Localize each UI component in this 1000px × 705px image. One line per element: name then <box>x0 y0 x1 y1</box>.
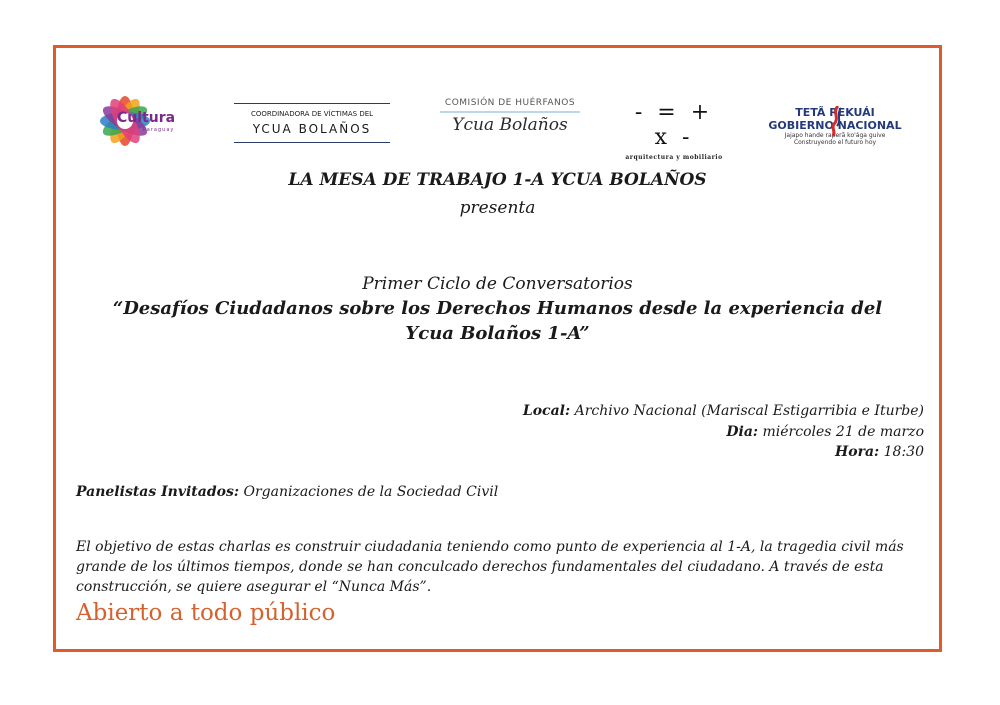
gobierno-line4: Construyendo el futuro hoy <box>793 139 877 146</box>
arquitectura-sub: arquitectura y mobiliario <box>625 154 723 161</box>
coord-main-text: YCUA BOLAÑOS <box>252 122 372 136</box>
open-to-public: Abierto a todo público <box>76 600 336 626</box>
gobierno-logo <box>764 106 906 154</box>
gobierno-line3: Jajapo hande raperã ko'ága guive <box>784 132 886 139</box>
coord-top-line <box>234 103 390 104</box>
cultura-logo <box>95 90 187 152</box>
comision-logo <box>440 98 580 148</box>
panelists <box>76 484 498 500</box>
cycle-title: Primer Ciclo de Conversatorios <box>362 274 633 294</box>
flag-ribbon-icon <box>830 106 842 136</box>
cultura-sub: Paraguay <box>143 127 175 133</box>
comision-top-text: COMISIÓN DE HUÉRFANOS <box>444 98 576 108</box>
gobierno-line1: TETÃ REKUÁI <box>795 106 875 119</box>
local-detail <box>523 403 924 419</box>
hora-label: Hora: <box>835 444 880 460</box>
coord-top-text: COORDINADORA DE VÍCTIMAS DEL <box>250 110 374 118</box>
presenta-text: presenta <box>459 198 536 218</box>
coord-bottom-line <box>234 142 390 143</box>
coordinadora-logo <box>234 103 390 143</box>
arquitectura-logo <box>624 100 724 161</box>
gobierno-line2: GOBIERNO NACIONAL <box>768 119 902 132</box>
dia-detail <box>726 424 924 440</box>
panel-value: Organizaciones de la Sociedad Civil <box>239 484 499 500</box>
event-quote-line1: “Desafíos Ciudadanos sobre los Derechos Humanos desde la experiencia del <box>112 298 883 319</box>
comision-line <box>440 111 580 113</box>
arquitectura-symbols: - = + x - <box>634 100 714 150</box>
dia-label: Dia: <box>726 424 759 440</box>
hora-value: 18:30 <box>879 444 924 460</box>
main-title: LA MESA DE TRABAJO 1-A YCUA BOLAÑOS <box>288 170 707 190</box>
comision-main-text: Ycua Bolaños <box>452 115 568 135</box>
event-quote-line2: Ycua Bolaños 1-A” <box>405 323 590 344</box>
panel-label: Panelistas Invitados: <box>76 484 240 500</box>
dia-value: miércoles 21 de marzo <box>758 424 924 440</box>
objective-paragraph: El objetivo de estas charlas es construir ciudadania teniendo como punto de experiencia al 1-A, la tragedia civil más grande de los últimos tiempos, donde se han conculcado derechos fundamentales del ciudadano. A través de esta construcción, se quiere asegurar el “Nunca Más”. <box>76 539 904 595</box>
local-label: Local: <box>522 403 571 419</box>
hora-detail <box>835 444 924 460</box>
local-value: Archivo Nacional (Mariscal Estigarribia e Iturbe) <box>570 403 924 419</box>
cultura-name: Cultura <box>117 110 176 126</box>
